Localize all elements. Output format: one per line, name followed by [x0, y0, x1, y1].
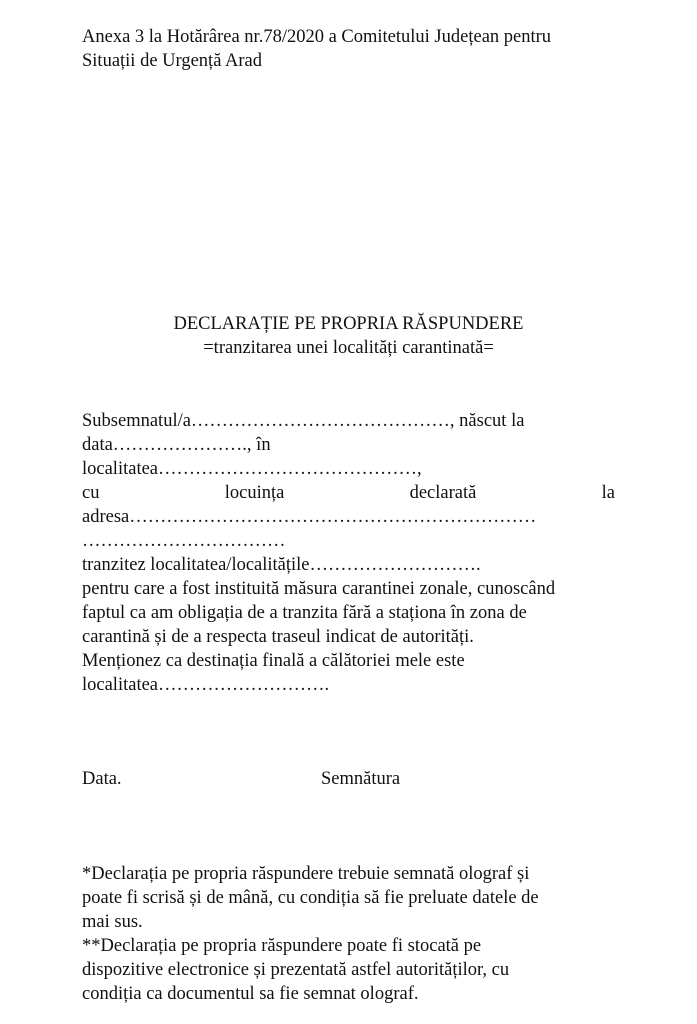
body-line-address: adresa………………………………………………………… — [82, 507, 537, 527]
header-line-1: Anexa 3 la Hotărârea nr.78/2020 a Comitetului Județean pentru — [82, 27, 552, 47]
footnote-line-4: **Declarația pe propria răspundere poate fi stocată pe — [82, 936, 482, 956]
body-line-birth-locality: localitatea……………………………………, — [82, 459, 422, 479]
footnote-line-2: poate fi scrisă și de mână, cu condiția să fie preluate datele de — [82, 888, 539, 908]
body-line-destination: Menționez ca destinația finală a călătoriei mele este — [82, 651, 465, 671]
footnote-line-3: mai sus. — [82, 912, 143, 932]
body-line-name: Subsemnatul/a……………………………………, născut la — [82, 411, 525, 431]
footnote-line-6: condiția ca documentul sa fie semnat olograf. — [82, 984, 419, 1004]
document-subtitle: =tranzitarea unei localități carantinată= — [203, 338, 494, 358]
header-line-2: Situații de Urgență Arad — [82, 51, 262, 71]
body-line-address-continued: …………………………… — [82, 531, 286, 551]
body-word: declarată — [409, 483, 477, 503]
body-line-quarantine: pentru care a fost instituită măsura carantinei zonale, cunoscând — [82, 579, 556, 599]
body-line-birth-date: data…………………., în — [82, 435, 271, 455]
signature-label: Semnătura — [321, 769, 401, 789]
body-line-destination-locality: localitatea………………………. — [82, 675, 330, 695]
body-word: cu — [82, 483, 100, 503]
body-line-transit: tranzitez localitatea/localitățile………………………. — [82, 555, 481, 575]
footnote-line-5: dispozitive electronice și prezentată astfel autorităților, cu — [82, 960, 510, 980]
body-word: la — [601, 483, 615, 503]
body-line-obligation: faptul ca am obligația de a tranzita fără a staționa în zona de — [82, 603, 527, 623]
document-title: DECLARAȚIE PE PROPRIA RĂSPUNDERE — [173, 314, 524, 334]
body-word: locuința — [224, 483, 285, 503]
body-line-residence — [82, 482, 615, 505]
body-line-route: carantină și de a respecta traseul indicat de autorități. — [82, 627, 474, 647]
footnote-line-1: *Declarația pe propria răspundere trebuie semnată olograf și — [82, 864, 530, 884]
date-label: Data. — [82, 769, 122, 789]
